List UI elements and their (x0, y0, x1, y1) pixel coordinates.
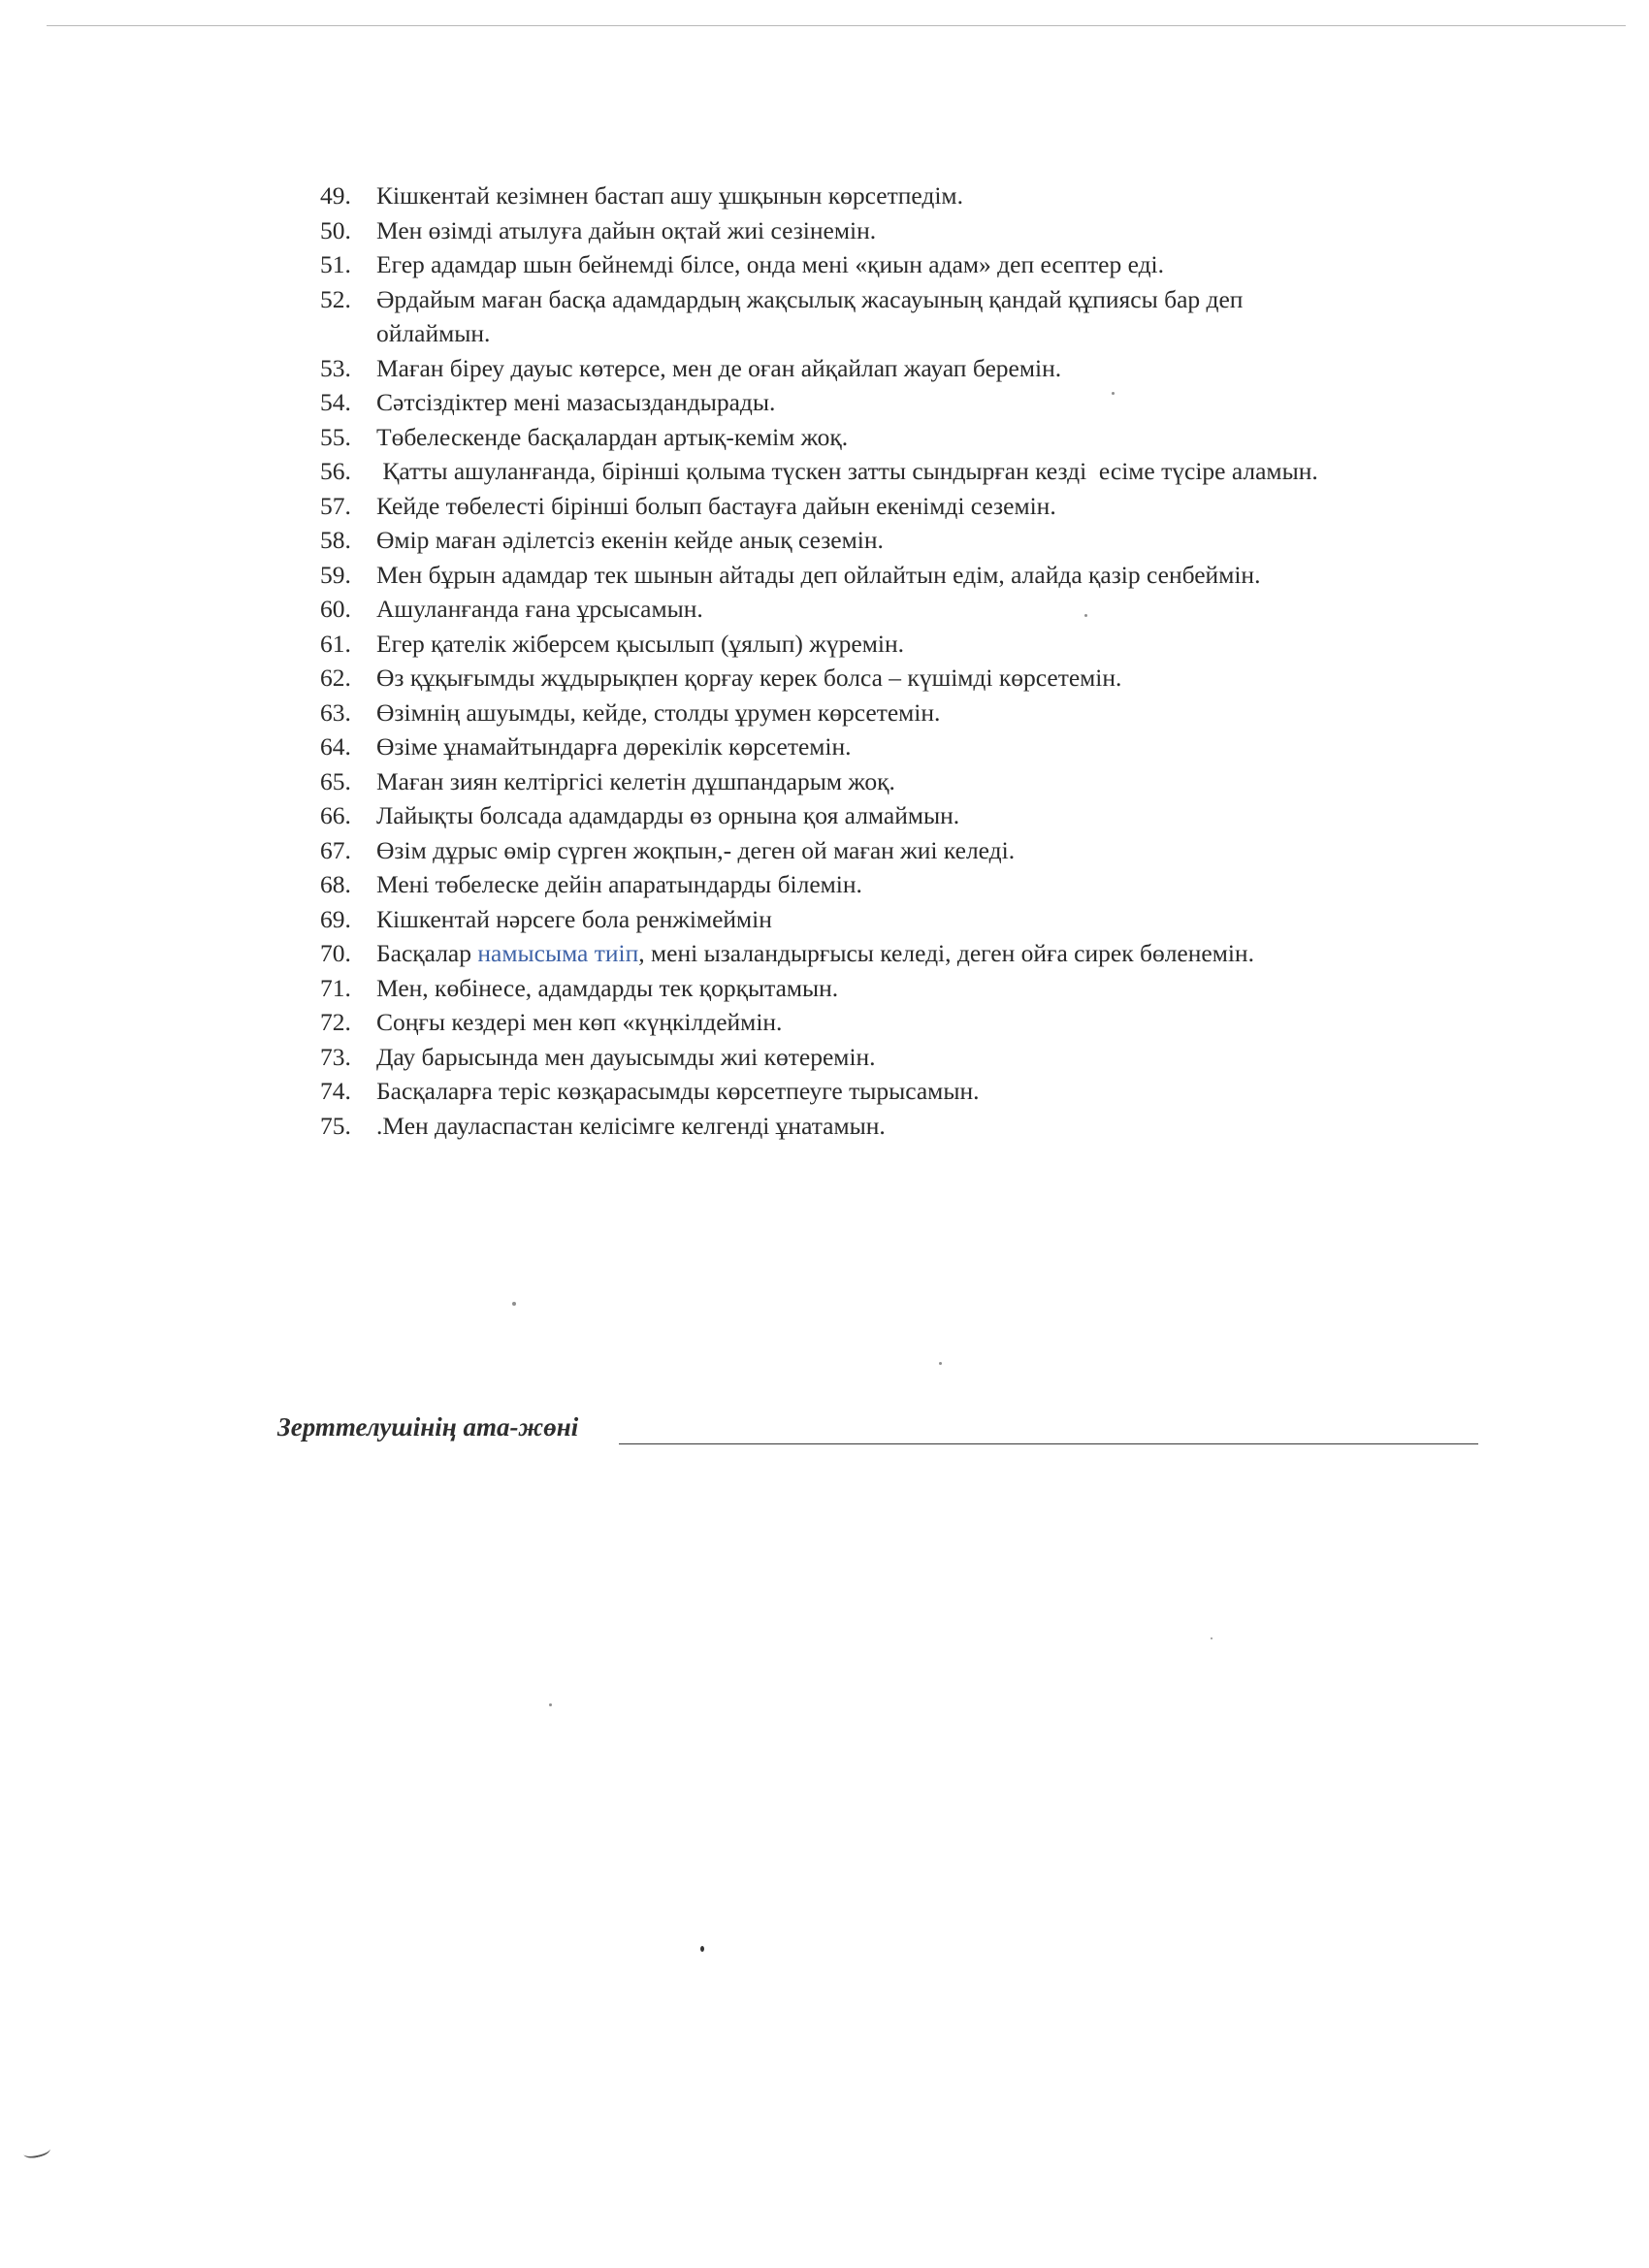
item-text: Лайықты болсада адамдарды өз орнына қоя алмаймын. (376, 801, 960, 829)
item-text-continuation: ойлаймын. (376, 319, 491, 347)
scan-speck (1211, 1637, 1212, 1639)
list-item (320, 1040, 1533, 1075)
list-item (320, 1074, 1533, 1109)
item-text: Кейде төбелесті бірінші болып бастауға дайын екенімді сеземін. (376, 491, 1056, 520)
item-text (376, 936, 1533, 971)
item-text: Маған біреу дауыс көтерсе, мен де оған айқайлап жауап беремін. (376, 353, 1062, 382)
item-number: 61. (320, 629, 351, 658)
item-text: Мен өзімді атылуға дайын оқтай жиі сезінемін. (376, 215, 877, 244)
list-item (320, 798, 1533, 833)
item-text: Кішкентай кезімнен бастап ашу ұшқынын көрсетпедім. (376, 181, 963, 210)
item-number: 68. (320, 870, 351, 898)
list-item (320, 696, 1533, 730)
item-number: 49. (320, 181, 351, 210)
item-text: Әрдайым маған басқа адамдардың жақсылық жасауының қандай құпиясы бар деп (376, 284, 1244, 313)
item-text: Мен бұрын адамдар тек шынын айтады деп ойлайтын едім, алайда қазір сенбеймін. (376, 560, 1261, 589)
item-text: Егер қателік жіберсем қысылып (ұялып) жүремін. (376, 629, 904, 658)
item-text: Соңғы кездері мен көп «күңкілдеймін. (376, 1008, 783, 1036)
item-number: 60. (320, 595, 351, 623)
list-item (320, 385, 1533, 420)
scan-speck (1084, 614, 1087, 617)
item-number: 58. (320, 526, 351, 554)
respondent-name-label: Зерттелушінің ата-жөні (277, 1412, 579, 1442)
item-number: 64. (320, 732, 351, 761)
item-number: 59. (320, 560, 351, 589)
item-number: 65. (320, 766, 351, 795)
list-item (320, 936, 1533, 971)
item-number: 67. (320, 835, 351, 864)
item-text: Мені төбелеске дейін апаратындарды білемін. (376, 870, 862, 898)
list-item (320, 902, 1533, 937)
item-number: 69. (320, 904, 351, 933)
item-text: Өзімнің ашуымды, кейде, столды ұрумен көрсетемін. (376, 697, 941, 727)
item-text: .Мен дауласпастан келісімге келгенді ұнатамын. (376, 1111, 886, 1140)
list-item (320, 1109, 1533, 1144)
item-number: 63. (320, 697, 351, 727)
item-text: Мен, көбінесе, адамдарды тек қорқытамын. (376, 973, 839, 1002)
item-text: Егер адамдар шын бейнемді білсе, онда мені «қиын адам» деп есептер еді. (376, 250, 1165, 278)
item-text: Өмір маған әділетсіз екенін кейде анық сеземін. (376, 526, 884, 554)
item-text: Өзіме ұнамайтындарға дөрекілік көрсетемін. (376, 732, 852, 761)
list-item (320, 454, 1533, 489)
item-text: Өзім дұрыс өмір сүрген жоқпын,- деген ой маған жиі келеді. (376, 835, 1016, 864)
item-number: 62. (320, 664, 351, 692)
item-text: Дау барысында мен дауысымды жиі көтеремін. (376, 1042, 876, 1071)
item-text: Қатты ашуланғанда, бірінші қолыма түскен затты сындырған кезді есіме түсіре аламын. (376, 457, 1318, 485)
scan-speck (700, 1946, 704, 1952)
item-number: 54. (320, 388, 351, 416)
questionnaire-list (320, 178, 1533, 1143)
item-text: Сәтсіздіктер мені мазасыздандырады. (376, 388, 776, 416)
item-text: Басқаларға теріс көзқарасымды көрсетпеуге тырысамын. (376, 1077, 980, 1105)
list-item (320, 1005, 1533, 1040)
item-number: 56. (320, 457, 351, 485)
item-text-before: Басқалар (376, 939, 478, 967)
item-number: 55. (320, 422, 351, 451)
top-rule (47, 25, 1626, 26)
item-number: 66. (320, 801, 351, 829)
list-item (320, 729, 1533, 764)
list-item (320, 247, 1533, 282)
item-number: 72. (320, 1008, 351, 1036)
scan-speck (512, 1302, 516, 1306)
list-item (320, 489, 1533, 524)
item-text: Кішкентай нәрсеге бола ренжімеймін (376, 904, 772, 933)
list-item (320, 867, 1533, 902)
list-item (320, 764, 1533, 799)
item-text: Төбелескенде басқалардан артық-кемім жоқ. (376, 422, 849, 451)
item-number: 75. (320, 1111, 351, 1140)
item-number: 51. (320, 250, 351, 278)
scan-speck (939, 1362, 942, 1365)
item-number: 74. (320, 1077, 351, 1105)
item-number: 50. (320, 215, 351, 244)
list-item (320, 592, 1533, 627)
item-text: Өз құқығымды жұдырықпен қорғау керек болса – күшімді көрсетемін. (376, 664, 1122, 692)
item-text-after: , мені ызаландырғысы келеді, деген ойға сирек бөленемін. (638, 939, 1254, 967)
list-item (320, 833, 1533, 868)
respondent-name-line[interactable] (619, 1443, 1478, 1444)
item-number: 71. (320, 973, 351, 1002)
item-number: 73. (320, 1042, 351, 1071)
list-item (320, 661, 1533, 696)
item-text: Ашуланғанда ғана ұрсысамын. (376, 595, 703, 623)
item-number: 57. (320, 491, 351, 520)
scan-speck (1112, 392, 1115, 395)
list-item (320, 213, 1533, 248)
item-number: 70. (320, 939, 351, 967)
item-number: 52. (320, 284, 351, 313)
list-item (320, 523, 1533, 558)
item-text-highlight: намысыма тиіп (477, 939, 639, 967)
list-item (320, 971, 1533, 1006)
item-text: Маған зиян келтіргісі келетін дұшпандарым жоқ. (376, 766, 895, 795)
list-item (320, 178, 1533, 213)
list-item (320, 351, 1533, 386)
item-number: 53. (320, 353, 351, 382)
list-item (320, 558, 1533, 593)
scan-mark (22, 2143, 51, 2160)
list-item (320, 282, 1533, 351)
list-item (320, 627, 1533, 662)
list-item (320, 420, 1533, 455)
scan-speck (549, 1703, 552, 1706)
